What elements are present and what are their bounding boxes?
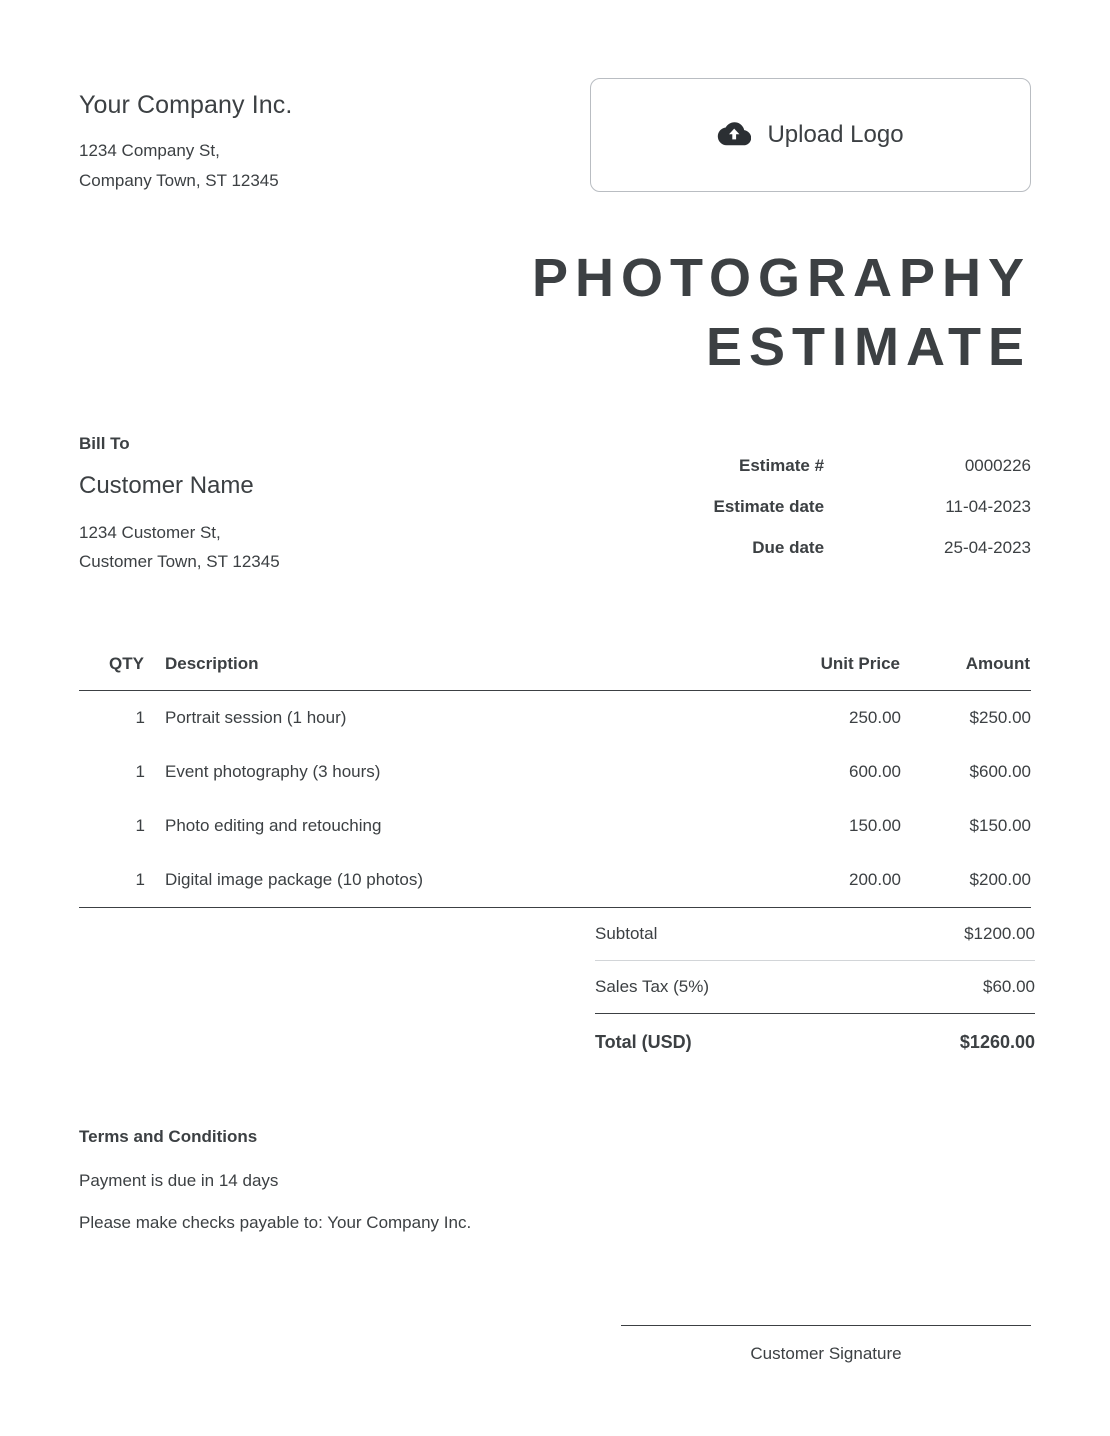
estimate-meta-table [591, 456, 1031, 579]
tax-label: Sales Tax (5%) [595, 960, 860, 1013]
subtotal-label: Subtotal [595, 908, 860, 961]
cell-amount: $150.00 [969, 815, 1031, 835]
total-label: Total (USD) [595, 1031, 692, 1052]
column-header-description: Description [165, 653, 259, 673]
tax-value: $60.00 [860, 960, 1035, 1013]
total-value: $1260.00 [959, 1031, 1035, 1052]
signature-line [621, 1325, 1031, 1326]
subtotal-value: $1200.00 [860, 908, 1035, 961]
cell-qty: 1 [135, 707, 145, 727]
meta-value: 0000226 [964, 455, 1031, 475]
meta-row [591, 456, 1031, 497]
title-line-1: PHOTOGRAPHY [531, 247, 1031, 308]
table-header-row [79, 653, 1031, 691]
cell-description: Digital image package (10 photos) [165, 869, 423, 889]
terms-title: Terms and Conditions [79, 1126, 258, 1146]
company-address-line-2: Company Town, ST 12345 [79, 170, 279, 190]
cell-qty: 1 [135, 761, 145, 781]
cell-description: Portrait session (1 hour) [165, 707, 347, 727]
terms-line-2: Please make checks payable to: Your Company Inc. [79, 1212, 472, 1232]
cell-unit-price: 200.00 [849, 869, 901, 889]
meta-value: 25-04-2023 [944, 537, 1031, 557]
bill-to-label: Bill To [79, 433, 130, 453]
meta-value: 11-04-2023 [945, 496, 1031, 516]
cell-unit-price: 150.00 [849, 815, 901, 835]
meta-row [591, 497, 1031, 538]
terms-line-1: Payment is due in 14 days [79, 1170, 279, 1190]
cell-amount: $200.00 [969, 869, 1031, 889]
bill-to-block [79, 434, 280, 579]
signature-label: Customer Signature [750, 1344, 902, 1363]
page-title [79, 244, 1031, 382]
table-row [79, 690, 1031, 745]
totals-table [595, 908, 1035, 1069]
cell-amount: $250.00 [969, 707, 1031, 727]
column-header-amount: Amount [965, 653, 1030, 673]
meta-key: Due date [752, 537, 825, 557]
customer-address-line-2: Customer Town, ST 12345 [79, 552, 280, 572]
table-row [79, 799, 1031, 853]
document-header [79, 78, 1031, 196]
cell-description: Event photography (3 hours) [165, 761, 381, 781]
subtotal-row [595, 908, 1035, 961]
upload-logo-button[interactable] [590, 78, 1031, 192]
signature-block [621, 1325, 1031, 1364]
title-line-2: ESTIMATE [706, 316, 1031, 377]
grand-total-row [595, 1013, 1035, 1069]
meta-row [591, 538, 1031, 579]
tax-row [595, 960, 1035, 1013]
meta-key: Estimate # [739, 455, 825, 475]
meta-key: Estimate date [713, 496, 825, 516]
cloud-upload-icon [717, 120, 751, 151]
column-header-qty: QTY [109, 653, 144, 673]
customer-name: Customer Name [79, 471, 254, 499]
company-name: Your Company Inc. [79, 91, 293, 119]
cell-qty: 1 [135, 815, 145, 835]
company-block [79, 78, 292, 196]
line-items-table [79, 653, 1031, 908]
bill-and-meta-row [79, 434, 1031, 579]
terms-section [79, 1127, 1031, 1233]
table-row [79, 745, 1031, 799]
cell-unit-price: 250.00 [849, 707, 901, 727]
upload-logo-label: Upload Logo [767, 121, 904, 148]
table-row [79, 853, 1031, 908]
cell-unit-price: 600.00 [849, 761, 901, 781]
company-address-line-1: 1234 Company St, [79, 141, 220, 160]
cell-amount: $600.00 [969, 761, 1031, 781]
cell-description: Photo editing and retouching [165, 815, 382, 835]
customer-address-line-1: 1234 Customer St, [79, 522, 221, 542]
cell-qty: 1 [135, 869, 145, 889]
column-header-unit-price: Unit Price [820, 653, 900, 673]
